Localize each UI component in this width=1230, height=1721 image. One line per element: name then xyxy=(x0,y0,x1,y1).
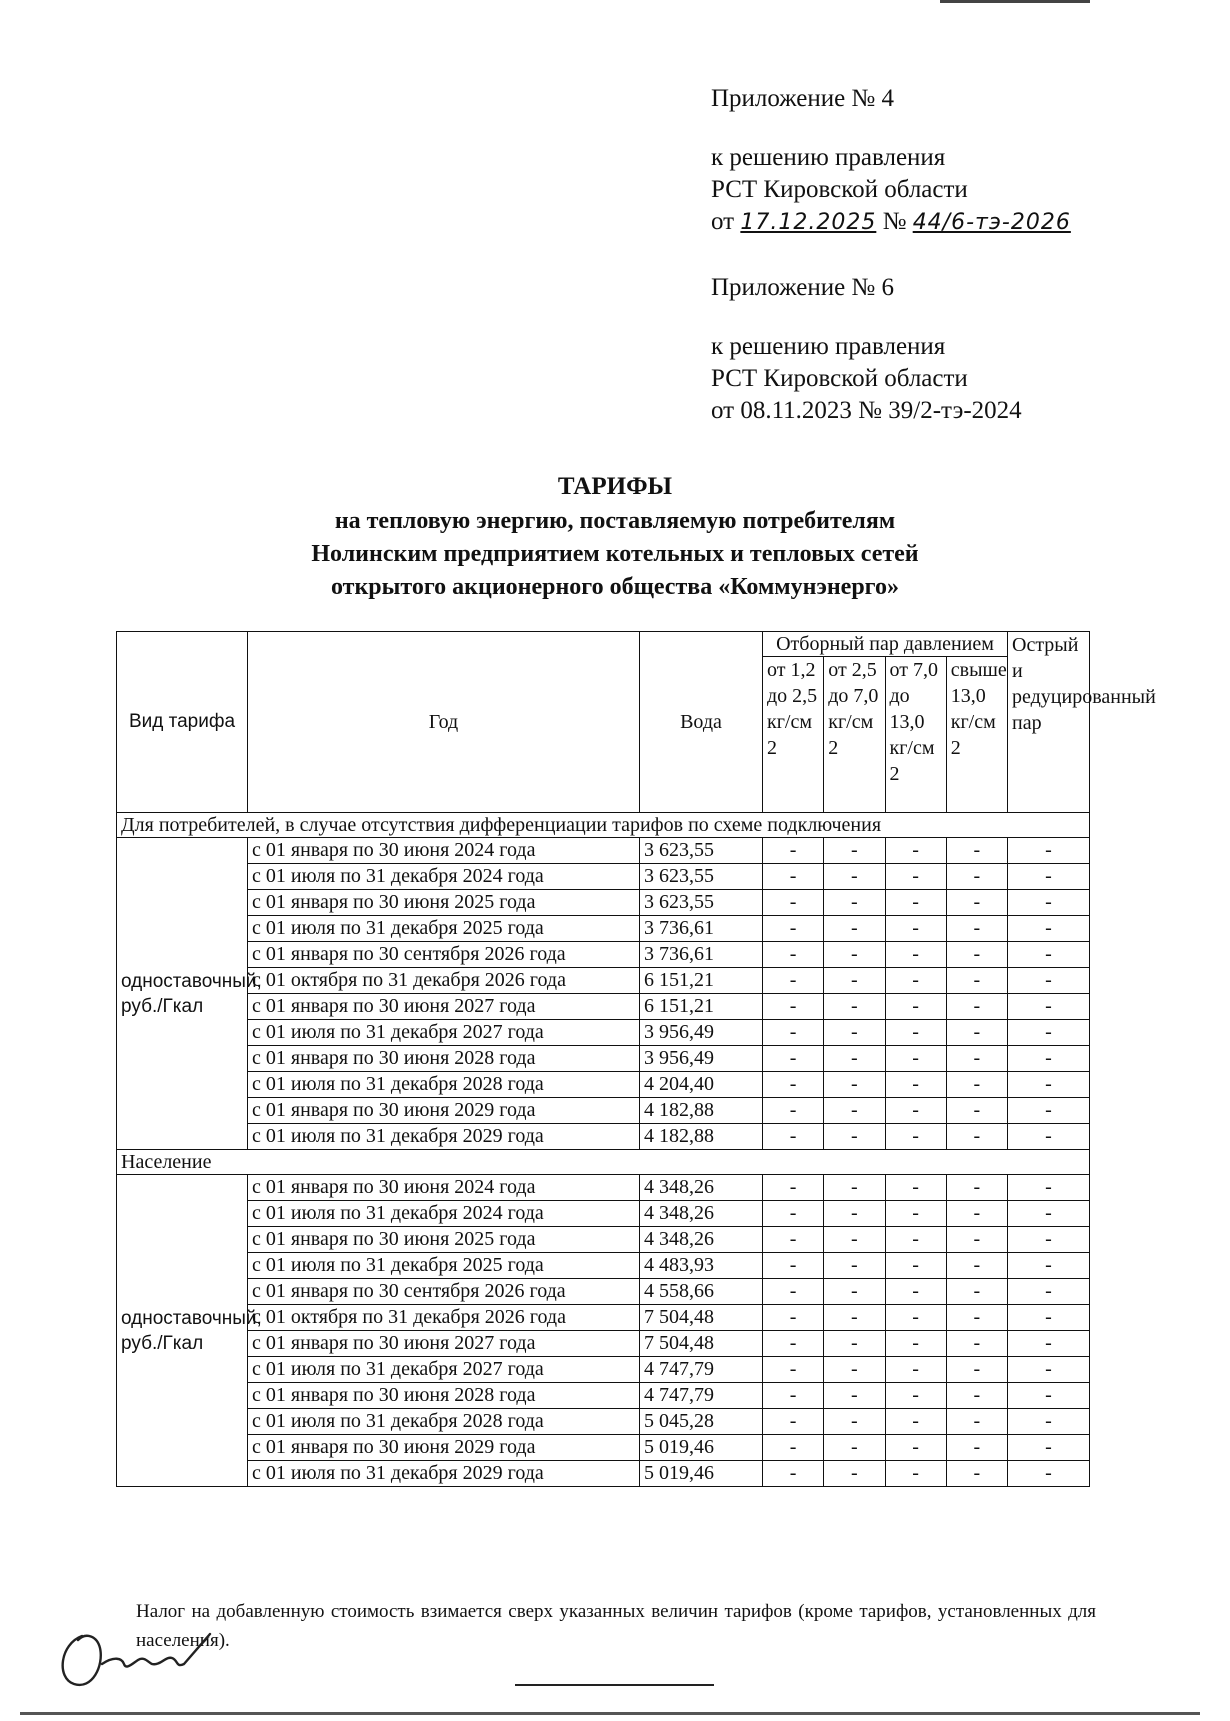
signature-image xyxy=(52,1606,222,1696)
empty-value-cell: - xyxy=(946,1020,1007,1046)
tariff-kind-cell: одноставочный, руб./Гкал xyxy=(117,1175,248,1487)
section-title: Для потребителей, в случае отсутствия дифференциации тарифов по схеме подключения xyxy=(117,813,1090,838)
empty-value-cell: - xyxy=(885,1253,946,1279)
period-cell: с 01 июля по 31 декабря 2025 года xyxy=(248,1253,640,1279)
empty-value-cell: - xyxy=(1008,1046,1090,1072)
empty-value-cell: - xyxy=(824,1227,885,1253)
empty-value-cell: - xyxy=(1008,1383,1090,1409)
table-row xyxy=(117,1357,1090,1383)
empty-value-cell: - xyxy=(763,994,824,1020)
empty-value-cell: - xyxy=(885,1279,946,1305)
section-row xyxy=(117,1150,1090,1175)
empty-value-cell: - xyxy=(1008,1098,1090,1124)
empty-value-cell: - xyxy=(824,994,885,1020)
table-row xyxy=(117,864,1090,890)
empty-value-cell: - xyxy=(824,1098,885,1124)
period-cell: с 01 января по 30 июня 2029 года xyxy=(248,1435,640,1461)
period-cell: с 01 июля по 31 декабря 2024 года xyxy=(248,864,640,890)
period-cell: с 01 июля по 31 декабря 2024 года xyxy=(248,1201,640,1227)
water-tariff-cell: 4 483,93 xyxy=(640,1253,763,1279)
table-row xyxy=(117,1201,1090,1227)
empty-value-cell: - xyxy=(763,890,824,916)
empty-value-cell: - xyxy=(763,1435,824,1461)
header-water: Вода xyxy=(640,632,763,813)
empty-value-cell: - xyxy=(1008,968,1090,994)
table-row xyxy=(117,1227,1090,1253)
header-pressure-2: от 2,5 до 7,0 кг/см 2 xyxy=(824,657,885,813)
appendix-4-line2: РСТ Кировской области xyxy=(711,176,968,203)
empty-value-cell: - xyxy=(824,1124,885,1150)
empty-value-cell: - xyxy=(885,1201,946,1227)
empty-value-cell: - xyxy=(824,916,885,942)
vat-note: Налог на добавленную стоимость взимается сверх указанных величин тарифов (кроме тарифов, установленных для населения). xyxy=(136,1601,1096,1651)
document-title xyxy=(0,470,1230,604)
tariff-table xyxy=(116,631,1156,1487)
empty-value-cell: - xyxy=(1008,1175,1090,1201)
appendix-6-line2: РСТ Кировской области xyxy=(711,365,968,392)
table-row xyxy=(117,1098,1090,1124)
empty-value-cell: - xyxy=(1008,1409,1090,1435)
period-cell: с 01 октября по 31 декабря 2026 года xyxy=(248,1305,640,1331)
empty-value-cell: - xyxy=(824,1331,885,1357)
empty-value-cell: - xyxy=(885,1020,946,1046)
empty-value-cell: - xyxy=(763,1331,824,1357)
empty-value-cell: - xyxy=(824,864,885,890)
water-tariff-cell: 6 151,21 xyxy=(640,994,763,1020)
period-cell: с 01 января по 30 сентября 2026 года xyxy=(248,942,640,968)
appendix-6-line1: к решению правления xyxy=(711,333,946,360)
period-cell: с 01 января по 30 июня 2024 года xyxy=(248,1175,640,1201)
empty-value-cell: - xyxy=(824,1279,885,1305)
empty-value-cell: - xyxy=(885,1331,946,1357)
empty-value-cell: - xyxy=(885,1461,946,1487)
empty-value-cell: - xyxy=(1008,1461,1090,1487)
empty-value-cell: - xyxy=(824,1020,885,1046)
empty-value-cell: - xyxy=(885,994,946,1020)
period-cell: с 01 января по 30 июня 2028 года xyxy=(248,1046,640,1072)
water-tariff-cell: 3 736,61 xyxy=(640,916,763,942)
empty-value-cell: - xyxy=(824,1383,885,1409)
empty-value-cell: - xyxy=(1008,1124,1090,1150)
period-cell: с 01 июля по 31 декабря 2028 года xyxy=(248,1409,640,1435)
empty-value-cell: - xyxy=(1008,1020,1090,1046)
empty-value-cell: - xyxy=(885,1357,946,1383)
empty-value-cell: - xyxy=(763,1072,824,1098)
empty-value-cell: - xyxy=(1008,994,1090,1020)
empty-value-cell: - xyxy=(824,890,885,916)
period-cell: с 01 января по 30 июня 2025 года xyxy=(248,890,640,916)
empty-value-cell: - xyxy=(763,942,824,968)
empty-value-cell: - xyxy=(1008,942,1090,968)
table-row xyxy=(117,1409,1090,1435)
empty-value-cell: - xyxy=(763,1098,824,1124)
water-tariff-cell: 4 182,88 xyxy=(640,1124,763,1150)
water-tariff-cell: 6 151,21 xyxy=(640,968,763,994)
period-cell: с 01 июля по 31 декабря 2029 года xyxy=(248,1124,640,1150)
water-tariff-cell: 3 956,49 xyxy=(640,1020,763,1046)
title-line2: Нолинским предприятием котельных и тепловых сетей xyxy=(311,541,919,567)
empty-value-cell: - xyxy=(763,1383,824,1409)
title-main: ТАРИФЫ xyxy=(557,473,673,500)
period-cell: с 01 июля по 31 декабря 2029 года xyxy=(248,1461,640,1487)
water-tariff-cell: 3 623,55 xyxy=(640,864,763,890)
tariff-table-body xyxy=(117,813,1090,1487)
empty-value-cell: - xyxy=(763,838,824,864)
empty-value-cell: - xyxy=(1008,1253,1090,1279)
empty-value-cell: - xyxy=(885,1072,946,1098)
period-cell: с 01 января по 30 сентября 2026 года xyxy=(248,1279,640,1305)
empty-value-cell: - xyxy=(824,1409,885,1435)
empty-value-cell: - xyxy=(824,1175,885,1201)
empty-value-cell: - xyxy=(763,916,824,942)
table-row xyxy=(117,1305,1090,1331)
empty-value-cell: - xyxy=(946,1227,1007,1253)
empty-value-cell: - xyxy=(946,1201,1007,1227)
appendix-4-number: 44/6-тэ-2026 xyxy=(912,210,1071,235)
empty-value-cell: - xyxy=(763,1124,824,1150)
period-cell: с 01 января по 30 июня 2024 года xyxy=(248,838,640,864)
water-tariff-cell: 5 019,46 xyxy=(640,1435,763,1461)
empty-value-cell: - xyxy=(885,942,946,968)
period-cell: с 01 января по 30 июня 2029 года xyxy=(248,1098,640,1124)
empty-value-cell: - xyxy=(763,968,824,994)
appendix-6-line3: от 08.11.2023 № 39/2-тэ-2024 xyxy=(711,397,1022,424)
empty-value-cell: - xyxy=(946,994,1007,1020)
empty-value-cell: - xyxy=(824,1435,885,1461)
empty-value-cell: - xyxy=(946,942,1007,968)
water-tariff-cell: 3 623,55 xyxy=(640,890,763,916)
table-row xyxy=(117,1072,1090,1098)
empty-value-cell: - xyxy=(1008,1227,1090,1253)
empty-value-cell: - xyxy=(763,1020,824,1046)
empty-value-cell: - xyxy=(824,1072,885,1098)
empty-value-cell: - xyxy=(1008,1305,1090,1331)
empty-value-cell: - xyxy=(1008,890,1090,916)
empty-value-cell: - xyxy=(885,1098,946,1124)
table-row xyxy=(117,1020,1090,1046)
water-tariff-cell: 4 747,79 xyxy=(640,1357,763,1383)
water-tariff-cell: 4 182,88 xyxy=(640,1098,763,1124)
empty-value-cell: - xyxy=(885,838,946,864)
period-cell: с 01 июля по 31 декабря 2028 года xyxy=(248,1072,640,1098)
empty-value-cell: - xyxy=(763,864,824,890)
empty-value-cell: - xyxy=(946,1435,1007,1461)
empty-value-cell: - xyxy=(946,1461,1007,1487)
empty-value-cell: - xyxy=(946,1175,1007,1201)
empty-value-cell: - xyxy=(824,1461,885,1487)
empty-value-cell: - xyxy=(1008,864,1090,890)
period-cell: с 01 января по 30 июня 2027 года xyxy=(248,994,640,1020)
empty-value-cell: - xyxy=(946,864,1007,890)
appendix-4-block xyxy=(711,83,1071,239)
empty-value-cell: - xyxy=(885,1409,946,1435)
scan-edge-top xyxy=(940,0,1090,3)
water-tariff-cell: 5 045,28 xyxy=(640,1409,763,1435)
empty-value-cell: - xyxy=(1008,1435,1090,1461)
empty-value-cell: - xyxy=(824,1201,885,1227)
empty-value-cell: - xyxy=(824,1305,885,1331)
empty-value-cell: - xyxy=(1008,1072,1090,1098)
empty-value-cell: - xyxy=(885,1435,946,1461)
water-tariff-cell: 4 747,79 xyxy=(640,1383,763,1409)
water-tariff-cell: 7 504,48 xyxy=(640,1305,763,1331)
header-year: Год xyxy=(248,632,640,813)
empty-value-cell: - xyxy=(946,1253,1007,1279)
period-cell: с 01 июля по 31 декабря 2025 года xyxy=(248,916,640,942)
scan-edge-bottom xyxy=(20,1712,1200,1715)
empty-value-cell: - xyxy=(824,942,885,968)
section-title: Население xyxy=(117,1150,1090,1175)
empty-value-cell: - xyxy=(946,1046,1007,1072)
header-sharp-steam: Острый и редуцированный пар xyxy=(1008,632,1090,813)
empty-value-cell: - xyxy=(946,1279,1007,1305)
empty-value-cell: - xyxy=(885,1305,946,1331)
empty-value-cell: - xyxy=(824,1357,885,1383)
table-row xyxy=(117,968,1090,994)
empty-value-cell: - xyxy=(1008,1279,1090,1305)
period-cell: с 01 января по 30 июня 2027 года xyxy=(248,1331,640,1357)
title-line1: на тепловую энергию, поставляемую потребителям xyxy=(334,508,896,534)
water-tariff-cell: 3 623,55 xyxy=(640,838,763,864)
table-row xyxy=(117,1046,1090,1072)
empty-value-cell: - xyxy=(1008,916,1090,942)
table-row xyxy=(117,1331,1090,1357)
empty-value-cell: - xyxy=(763,1201,824,1227)
water-tariff-cell: 4 558,66 xyxy=(640,1279,763,1305)
water-tariff-cell: 3 956,49 xyxy=(640,1046,763,1072)
water-tariff-cell: 4 204,40 xyxy=(640,1072,763,1098)
appendix-4-title: Приложение № 4 xyxy=(711,85,895,112)
empty-value-cell: - xyxy=(1008,1201,1090,1227)
empty-value-cell: - xyxy=(946,968,1007,994)
empty-value-cell: - xyxy=(763,1227,824,1253)
period-cell: с 01 июля по 31 декабря 2027 года xyxy=(248,1357,640,1383)
empty-value-cell: - xyxy=(763,1253,824,1279)
empty-value-cell: - xyxy=(1008,1331,1090,1357)
appendix-6-title: Приложение № 6 xyxy=(711,274,895,301)
empty-value-cell: - xyxy=(946,1331,1007,1357)
empty-value-cell: - xyxy=(824,1046,885,1072)
empty-value-cell: - xyxy=(946,1357,1007,1383)
table-row xyxy=(117,890,1090,916)
header-pressure-1: от 1,2 до 2,5 кг/см 2 xyxy=(763,657,824,813)
empty-value-cell: - xyxy=(946,890,1007,916)
empty-value-cell: - xyxy=(824,838,885,864)
empty-value-cell: - xyxy=(885,968,946,994)
empty-value-cell: - xyxy=(885,1046,946,1072)
period-cell: с 01 января по 30 июня 2028 года xyxy=(248,1383,640,1409)
empty-value-cell: - xyxy=(824,968,885,994)
empty-value-cell: - xyxy=(763,1409,824,1435)
empty-value-cell: - xyxy=(885,1124,946,1150)
appendix-4-number-label: № xyxy=(882,208,907,235)
empty-value-cell: - xyxy=(885,890,946,916)
header-steam-group: Отборный пар давлением xyxy=(763,632,1008,657)
empty-value-cell: - xyxy=(763,1357,824,1383)
empty-value-cell: - xyxy=(946,916,1007,942)
table-row xyxy=(117,1124,1090,1150)
empty-value-cell: - xyxy=(946,1124,1007,1150)
empty-value-cell: - xyxy=(885,1383,946,1409)
tariff-kind-cell: одноставочный, руб./Гкал xyxy=(117,838,248,1150)
table-row xyxy=(117,1435,1090,1461)
empty-value-cell: - xyxy=(946,1409,1007,1435)
empty-value-cell: - xyxy=(885,1227,946,1253)
empty-value-cell: - xyxy=(946,1305,1007,1331)
table-row xyxy=(117,1279,1090,1305)
title-line3: открытого акционерного общества «Коммунэнерго» xyxy=(331,574,899,600)
water-tariff-cell: 3 736,61 xyxy=(640,942,763,968)
empty-value-cell: - xyxy=(824,1253,885,1279)
empty-value-cell: - xyxy=(1008,838,1090,864)
table-row xyxy=(117,1175,1090,1201)
table-row xyxy=(117,916,1090,942)
table-row xyxy=(117,994,1090,1020)
empty-value-cell: - xyxy=(763,1461,824,1487)
empty-value-cell: - xyxy=(885,864,946,890)
empty-value-cell: - xyxy=(885,1175,946,1201)
appendix-4-line3 xyxy=(711,206,1071,239)
empty-value-cell: - xyxy=(946,1383,1007,1409)
table-row xyxy=(117,1383,1090,1409)
appendix-4-line1: к решению правления xyxy=(711,144,946,171)
water-tariff-cell: 4 348,26 xyxy=(640,1227,763,1253)
water-tariff-cell: 4 348,26 xyxy=(640,1175,763,1201)
empty-value-cell: - xyxy=(1008,1357,1090,1383)
water-tariff-cell: 7 504,48 xyxy=(640,1331,763,1357)
empty-value-cell: - xyxy=(946,838,1007,864)
header-pressure-4: свыше 13,0 кг/см 2 xyxy=(946,657,1007,813)
header-kind: Вид тарифа xyxy=(117,632,248,813)
appendix-6-block xyxy=(711,272,1022,427)
empty-value-cell: - xyxy=(763,1175,824,1201)
header-pressure-3: от 7,0 до 13,0 кг/см 2 xyxy=(885,657,946,813)
empty-value-cell: - xyxy=(763,1279,824,1305)
appendix-4-date: 17.12.2025 xyxy=(740,210,877,235)
period-cell: с 01 июля по 31 декабря 2027 года xyxy=(248,1020,640,1046)
empty-value-cell: - xyxy=(946,1072,1007,1098)
table-row xyxy=(117,838,1090,864)
empty-value-cell: - xyxy=(763,1046,824,1072)
section-row xyxy=(117,813,1090,838)
table-row xyxy=(117,1253,1090,1279)
empty-value-cell: - xyxy=(885,916,946,942)
appendix-4-from-label: от xyxy=(711,208,735,235)
water-tariff-cell: 5 019,46 xyxy=(640,1461,763,1487)
empty-value-cell: - xyxy=(946,1098,1007,1124)
water-tariff-cell: 4 348,26 xyxy=(640,1201,763,1227)
empty-value-cell: - xyxy=(763,1305,824,1331)
period-cell: с 01 января по 30 июня 2025 года xyxy=(248,1227,640,1253)
period-cell: с 01 октября по 31 декабря 2026 года xyxy=(248,968,640,994)
separator-line xyxy=(515,1684,714,1686)
table-row xyxy=(117,942,1090,968)
table-row xyxy=(117,1461,1090,1487)
